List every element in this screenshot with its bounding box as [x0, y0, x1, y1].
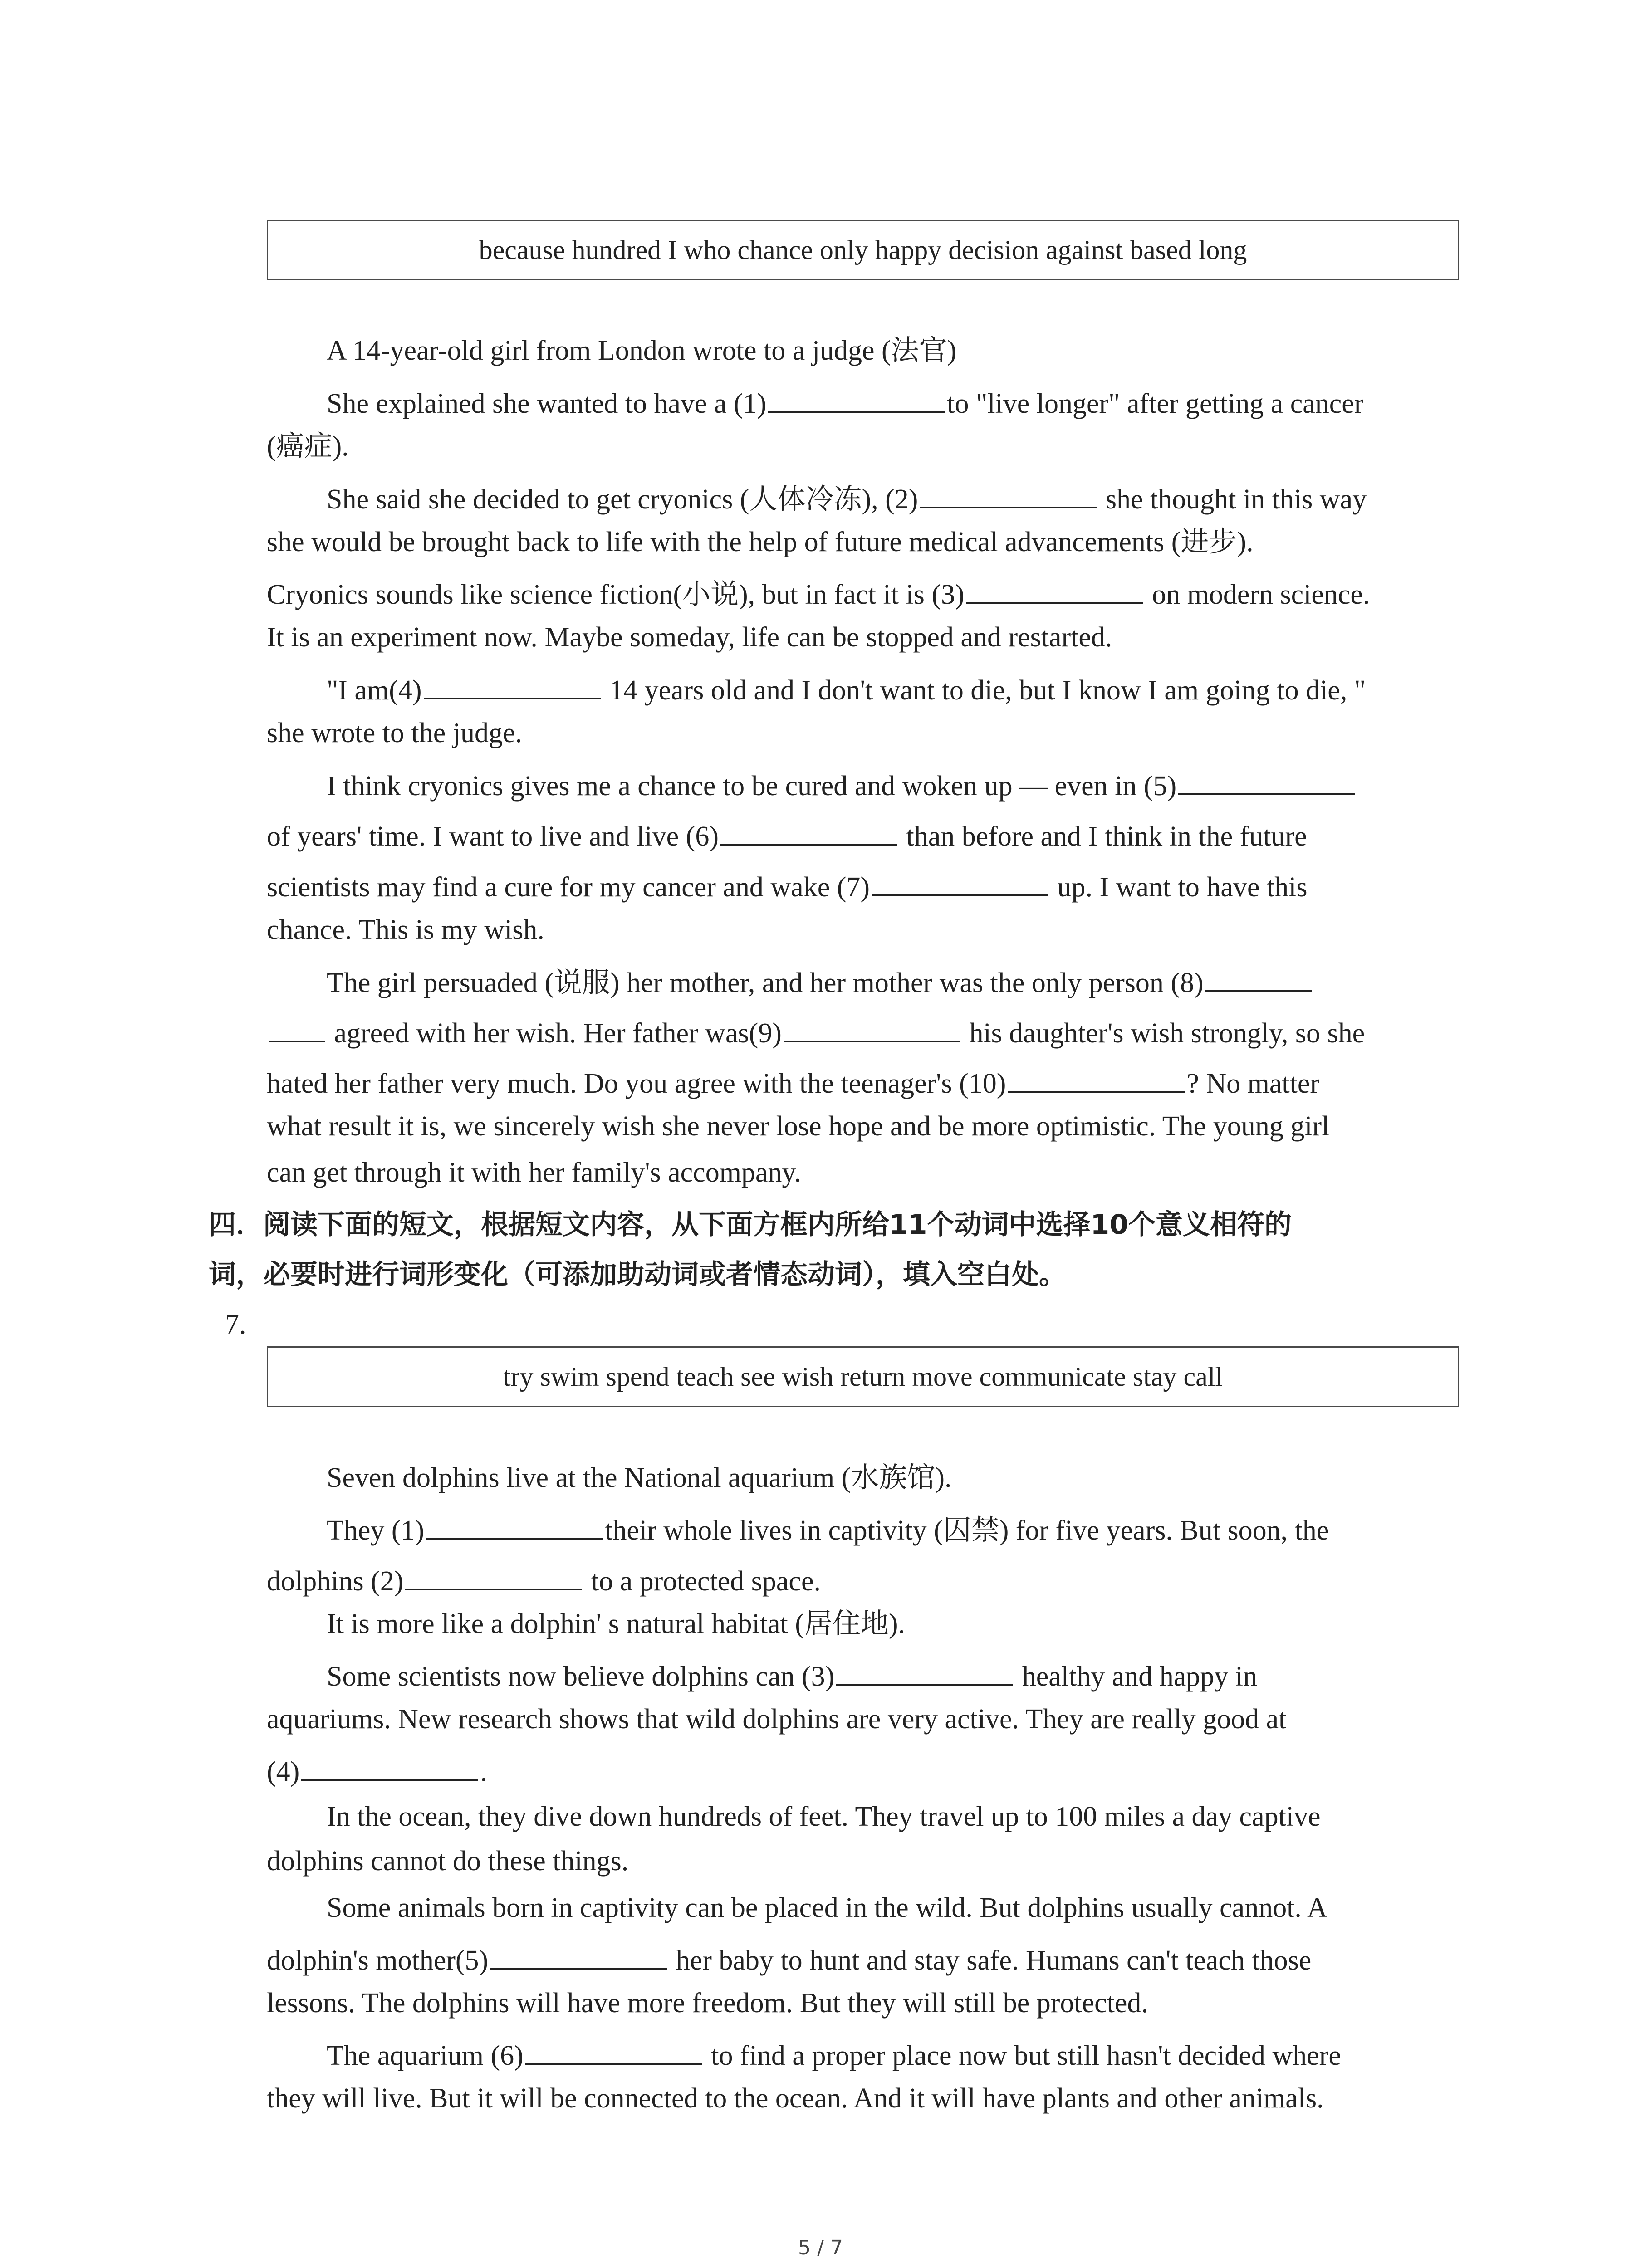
passage2-line-11: dolphin's mother(5) her baby to hunt and stay safe. Humans can't teach those [267, 1941, 1465, 1979]
passage1-line-13: chance. This is my wish. [267, 914, 544, 945]
blank-2[interactable] [920, 479, 1097, 508]
passage1-line-9: she wrote to the judge. [267, 718, 523, 748]
passage2-line-9: dolphins cannot do these things. [267, 1846, 629, 1877]
passage2-line-2: They (1) their whole lives in captivity (囚禁) for five years. But soon, the [327, 1510, 1524, 1549]
section-4-instruction-line-2: 词，必要时进行词形变化（可添加助动词或者情态动词），填入空白处。 [209, 1259, 1066, 1290]
word-bank-2-text: try swim spend teach see wish return move communicate stay call [503, 1361, 1223, 1392]
passage1-line-5: she would be brought back to life with the help of future medical advancements (进步). [267, 527, 1254, 557]
blank-5[interactable] [1178, 766, 1355, 795]
blank-7[interactable] [872, 867, 1048, 896]
question-number-7: 7. [225, 1309, 246, 1340]
passage1-line-7: It is an experiment now. Maybe someday, life can be stopped and restarted. [267, 622, 1112, 653]
blank-6[interactable] [720, 816, 897, 846]
passage2-line-1: Seven dolphins live at the National aquarium (水族馆). [327, 1462, 952, 1493]
passage1-line-14: The girl persuaded (说服) her mother, and her mother was the only person (8) [327, 963, 1524, 1001]
passage2-line-14: they will live. But it will be connected to the ocean. And it will have plants and other animals. [267, 2083, 1324, 2114]
passage1-line-16: hated her father very much. Do you agree with the teenager's (10) ? No matter [267, 1064, 1465, 1102]
blank-4[interactable] [424, 670, 601, 699]
passage2-line-10: Some animals born in captivity can be placed in the wild. But dolphins usually cannot. A [327, 1892, 1327, 1923]
blank-10[interactable] [1008, 1064, 1185, 1093]
passage2-line-12: lessons. The dolphins will have more freedom. But they will still be protected. [267, 1988, 1148, 2019]
passage2-line-13: The aquarium (6) to find a proper place now but still hasn't decided where [327, 2036, 1524, 2074]
passage2-line-3: dolphins (2) to a protected space. [267, 1561, 1465, 1599]
passage1-line-18: can get through it with her family's accompany. [267, 1157, 801, 1188]
passage1-line-1: A 14-year-old girl from London wrote to a judge (法官) [327, 335, 957, 366]
p2-blank-4[interactable] [301, 1752, 478, 1781]
p2-blank-5[interactable] [490, 1941, 667, 1970]
passage1-line-15: agreed with her wish. Her father was(9) his daughter's wish strongly, so she [267, 1013, 1465, 1051]
word-bank-1-text: because hundred I who chance only happy decision against based long [479, 235, 1247, 265]
passage2-line-5: Some scientists now believe dolphins can (3) healthy and happy in [327, 1657, 1524, 1695]
p2-blank-3[interactable] [836, 1657, 1013, 1686]
passage1-line-11: of years' time. I want to live and live (6) than before and I think in the future [267, 816, 1465, 855]
blank-9[interactable] [784, 1013, 960, 1042]
page-number: 5 / 7 [798, 2236, 843, 2259]
passage2-line-7: (4) . [267, 1752, 1465, 1790]
section-4-instruction-line-1: 四．阅读下面的短文，根据短文内容，从下面方框内所给11个动词中选择10个意义相符的 [209, 1209, 1292, 1241]
blank-8a[interactable] [1205, 963, 1312, 992]
word-bank-box-1 [267, 220, 1459, 280]
passage2-line-8: In the ocean, they dive down hundreds of feet. They travel up to 100 miles a day captive [327, 1801, 1321, 1832]
blank-8b[interactable] [269, 1013, 325, 1042]
p2-blank-2[interactable] [405, 1561, 582, 1590]
passage1-line-4: She said she decided to get cryonics (人体冷冻), (2) she thought in this way [327, 479, 1524, 518]
p2-blank-6[interactable] [525, 2036, 702, 2065]
passage1-line-2: She explained she wanted to have a (1) to "live longer" after getting a cancer [327, 384, 1524, 422]
passage2-line-4: It is more like a dolphin' s natural habitat (居住地). [327, 1608, 905, 1639]
passage1-line-8: "I am(4) 14 years old and I don't want to die, but I know I am going to die, " [327, 670, 1524, 709]
blank-3[interactable] [966, 575, 1143, 604]
p2-blank-1[interactable] [426, 1510, 603, 1540]
passage1-line-6: Cryonics sounds like science fiction(小说), but in fact it is (3) on modern science. [267, 575, 1465, 613]
passage1-line-17: what result it is, we sincerely wish she never lose hope and be more optimistic. The young girl [267, 1111, 1330, 1142]
passage1-line-3: (癌症). [267, 431, 349, 462]
word-bank-box-2 [267, 1346, 1459, 1407]
blank-1[interactable] [768, 384, 945, 413]
passage1-line-10: I think cryonics gives me a chance to be cured and woken up — even in (5) [327, 766, 1524, 804]
passage2-line-6: aquariums. New research shows that wild dolphins are very active. They are really good at [267, 1704, 1287, 1735]
passage1-line-12: scientists may find a cure for my cancer and wake (7) up. I want to have this [267, 867, 1465, 905]
